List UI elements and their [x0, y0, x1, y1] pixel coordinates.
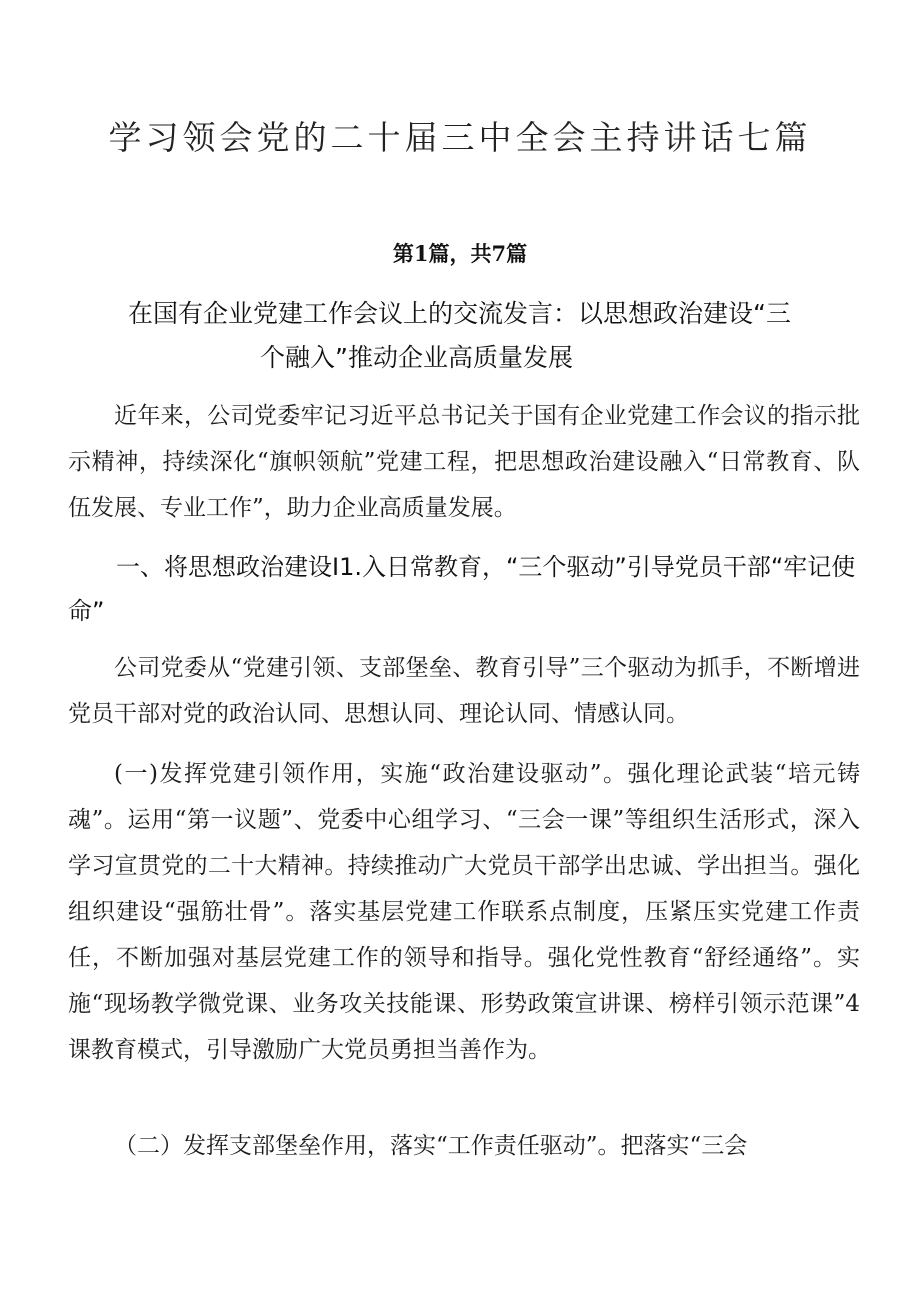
document-title: 学习领会党的二十届三中全会主持讲话七篇 — [108, 118, 812, 157]
speech-title-line2: 个融入”推动企业高质量发展 — [260, 343, 573, 372]
subsection2-paragraph: （二）发挥支部堡垒作用，落实“工作责任驱动”。把落实“三会 — [114, 1133, 748, 1159]
section1-heading: 一、将思想政治建设I1.入日常教育，“三个驱动”引导党员干部“牢记使命” — [68, 553, 856, 625]
subsection1-paragraph: (一)发挥党建引领作用，实施“政治建设驱动”。强化理论武装“培元铸魂”。运用“第一议题”、党委中心组学习、“三会一课”等组织生活形式，深入学习宣贯党的二十大精神。持续推动广大党员干部学出忠诚、学出担当。强化组织建设“强筋壮骨”。落实基层党建工作联系点制度，压紧压实党建工作责任，不断加强对基层党建工作的领导和指导。强化党性教育“舒经通络”。实施“现场教学微党课、业务攻关技能课、形势政策宣讲课、榜样引领示范课”4课教育模式，引导激励广大党员勇担当善作为。 — [68, 761, 860, 1063]
section1-paragraph: 公司党委从“党建引领、支部堡垒、教育引导”三个驱动为抓手，不断增进党员干部对党的政治认同、思想认同、理论认同、情感认同。 — [68, 655, 860, 727]
speech-title-line1: 在国有企业党建工作会议上的交流发言：以思想政治建设“三 — [128, 299, 791, 328]
speech-title — [128, 292, 868, 380]
intro-paragraph: 近年来，公司党委牢记习近平总书记关于国有企业党建工作会议的指示批示精神，持续深化“旗帜领航”党建工程，把思想政治建设融入“日常教育、队伍发展、专业工作”，助力企业高质量发展。 — [68, 403, 860, 521]
part-label: 第1篇，共7篇 — [392, 241, 528, 266]
